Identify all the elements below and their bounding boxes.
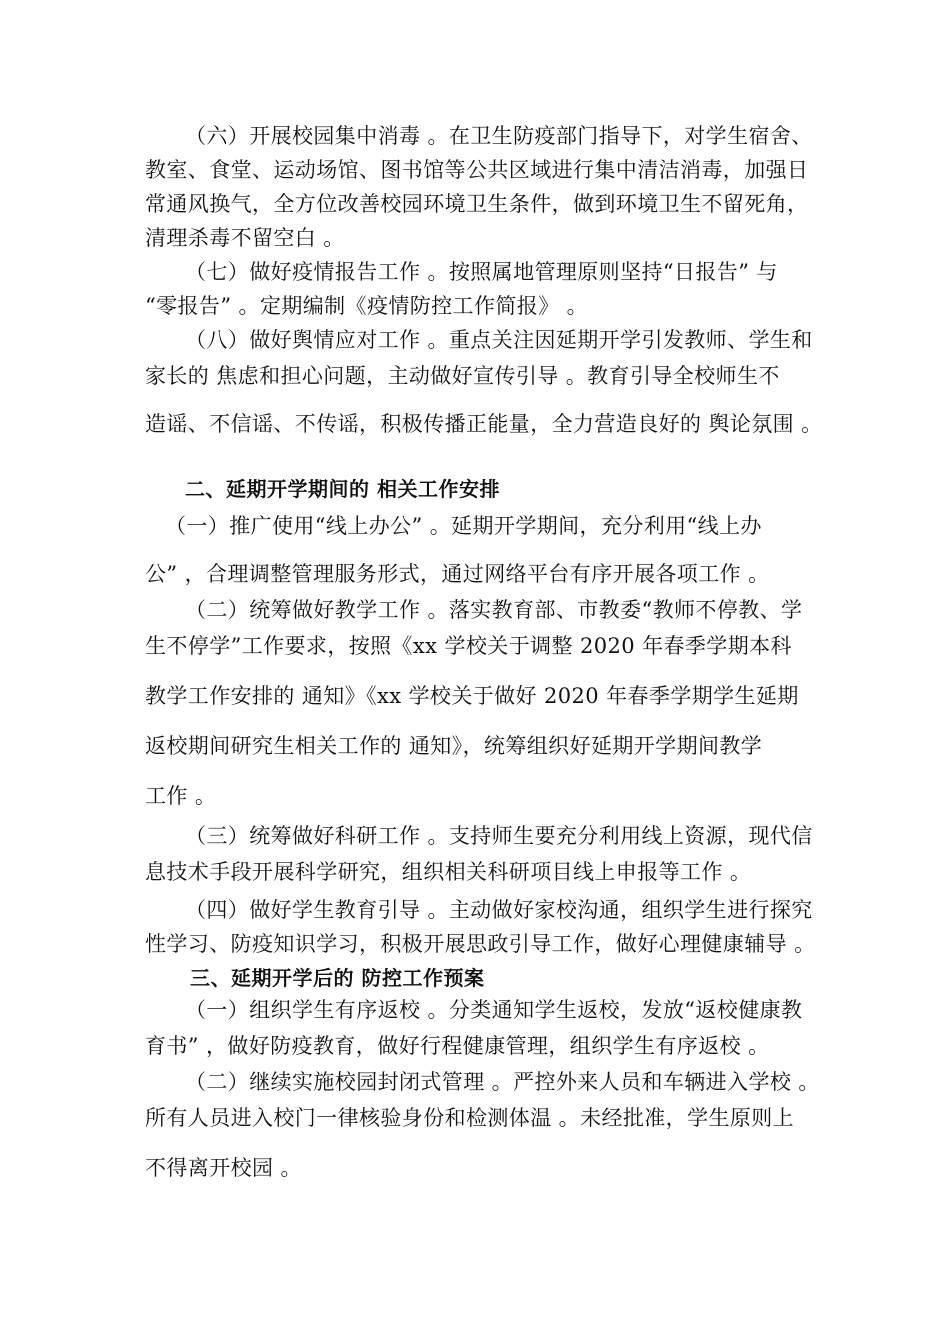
paragraph-line: 教学工作安排的 通知》《xx 学校关于做好 2020 年春季学期学生延期 <box>145 684 799 708</box>
paragraph-line: 生不停学”工作要求，按照《xx 学校关于调整 2020 年春季学期本科 <box>145 634 792 658</box>
paragraph-line: （一）推广使用“线上办公” 。延期开学期间，充分利用“线上办 <box>165 514 762 538</box>
paragraph-line: 育书” ，做好防疫教育，做好行程健康管理，组织学生有序返校 。 <box>145 1034 770 1058</box>
paragraph-line: （六）开展校园集中消毒 。在卫生防疫部门指导下，对学生宿舍、 <box>185 124 813 148</box>
paragraph-line: 常通风换气，全方位改善校园环境卫生条件，做到环境卫生不留死角， <box>145 192 809 216</box>
paragraph-line: 公” ，合理调整管理服务形式，通过网络平台有序开展各项工作 。 <box>145 562 770 586</box>
paragraph-line: 息技术手段开展科学研究，组织相关科研项目线上申报等工作 。 <box>145 860 752 884</box>
paragraph-line: （八）做好舆情应对工作 。重点关注因延期开学引发教师、学生和 <box>185 328 813 352</box>
paragraph-line: 不得离开校园 。 <box>145 1156 302 1180</box>
paragraph-line: 所有人员进入校门一律核验身份和检测体温 。未经批准，学生原则上 <box>145 1106 795 1130</box>
paragraph-line: 清理杀毒不留空白 。 <box>145 226 345 250</box>
paragraph-line: “零报告” 。定期编制《疫情防控工作简报》 。 <box>145 294 589 318</box>
paragraph-line: 工作 。 <box>145 784 217 808</box>
paragraph-line: 返校期间研究生相关工作的 通知》，统筹组织好延期开学期间教学 <box>145 734 763 758</box>
section-heading: 二、延期开学期间的 相关工作安排 <box>185 477 500 501</box>
paragraph-line: （一）组织学生有序返校 。分类通知学生返校，发放“返校健康教 <box>185 998 803 1022</box>
section-heading: 三、延期开学后的 防控工作预案 <box>190 966 485 990</box>
paragraph-line: （二）统筹做好教学工作 。落实教育部、市教委“教师不停教、学 <box>185 598 803 622</box>
paragraph-line: 造谣、不信谣、不传谣，积极传播正能量，全力营造良好的 舆论氛围 。 <box>145 412 823 436</box>
paragraph-line: 家长的 焦虑和担心问题，主动做好宣传引导 。教育引导全校师生不 <box>145 364 780 388</box>
paragraph-line: （三）统筹做好科研工作 。支持师生要充分利用线上资源，现代信 <box>185 824 813 848</box>
paragraph-line: （四）做好学生教育引导 。主动做好家校沟通，组织学生进行探究 <box>185 898 813 922</box>
paragraph-line: 性学习、防疫知识学习，积极开展思政引导工作，做好心理健康辅导 。 <box>145 932 816 956</box>
paragraph-line: （二）继续实施校园封闭式管理 。严控外来人员和车辆进入学校 。 <box>185 1070 820 1094</box>
paragraph-line: 教室、食堂、运动场馆、图书馆等公共区域进行集中清洁消毒，加强日 <box>145 158 809 182</box>
paragraph-line: （七）做好疫情报告工作 。按照属地管理原则坚持“日报告” 与 <box>185 260 778 284</box>
